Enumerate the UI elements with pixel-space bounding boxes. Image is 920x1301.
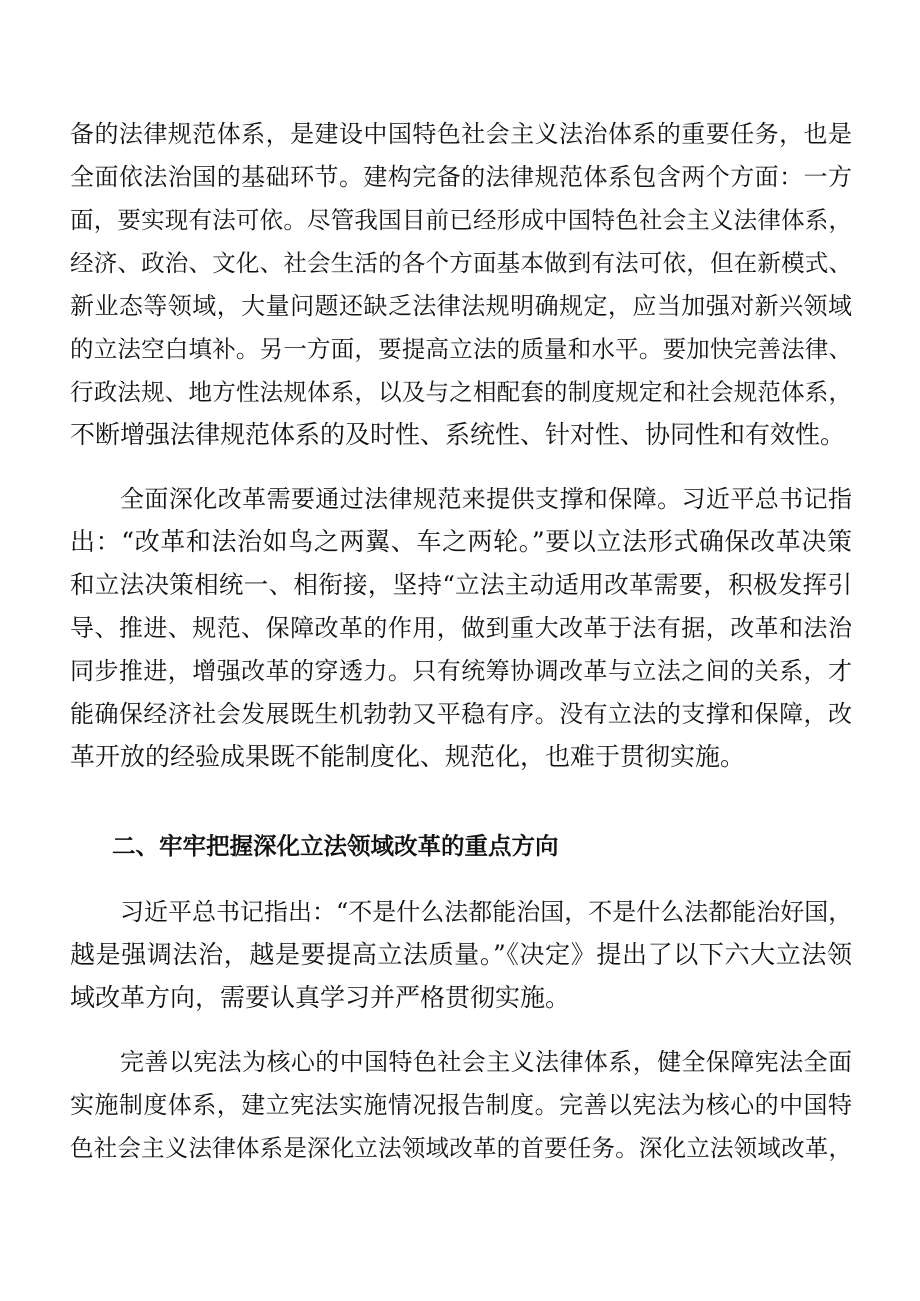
text-line: 行政法规、地方性法规体系，以及与之相配套的制度规定和社会规范体系， — [70, 378, 852, 406]
text-line: 能确保经济社会发展既生机勃勃又平稳有序。没有立法的支撑和保障，改 — [70, 700, 852, 728]
text-line: 新业态等领域，大量问题还缺乏法律法规明确规定，应当加强对新兴领域 — [70, 292, 852, 320]
text-line: 的立法空白填补。另一方面，要提高立法的质量和水平。要加快完善法律、 — [70, 335, 852, 363]
text-line: 经济、政治、文化、社会生活的各个方面基本做到有法可依，但在新模式、 — [70, 249, 852, 277]
text-line: 革开放的经验成果既不能制度化、规范化，也难于贯彻实施。 — [70, 742, 746, 771]
text-line: 全面深化改革需要通过法律规范来提供支撑和保障。习近平总书记指 — [120, 485, 852, 513]
text-line: 和立法决策相统一、相衔接，坚持“立法主动适用改革需要，积极发挥引 — [70, 570, 852, 599]
text-line: 同步推进，增强改革的穿透力。只有统筹协调改革与立法之间的关系，才 — [70, 657, 852, 685]
section-heading: 二、牢牢把握深化立法领域改革的重点方向 — [112, 832, 559, 860]
text-line: 越是强调法治，越是要提高立法质量。”《决定》提出了以下六大立法领 — [70, 940, 852, 969]
text-line: 域改革方向，需要认真学习并严格贯彻实施。 — [70, 983, 571, 1012]
text-line: 习近平总书记指出：“不是什么法都能治国，不是什么法都能治好国， — [120, 898, 853, 926]
text-line: 全面依法治国的基础环节。建构完备的法律规范体系包含两个方面：一方 — [70, 163, 852, 191]
text-line: 面，要实现有法可依。尽管我国目前已经形成中国特色社会主义法律体系， — [70, 206, 852, 234]
text-line: 色社会主义法律体系是深化立法领域改革的首要任务。深化立法领域改革， — [70, 1134, 852, 1162]
text-line: 备的法律规范体系，是建设中国特色社会主义法治体系的重要任务，也是 — [70, 120, 852, 148]
text-line: 不断增强法律规范体系的及时性、系统性、针对性、协同性和有效性。 — [70, 420, 846, 449]
text-line: 完善以宪法为核心的中国特色社会主义法律体系，健全保障宪法全面 — [120, 1048, 852, 1076]
text-line: 导、推进、规范、保障改革的作用，做到重大改革于法有据，改革和法治 — [70, 614, 852, 642]
text-line: 实施制度体系，建立宪法实施情况报告制度。完善以宪法为核心的中国特 — [70, 1091, 852, 1119]
text-line: 出：“改革和法治如鸟之两翼、车之两轮。”要以立法形式确保改革决策 — [70, 527, 852, 556]
